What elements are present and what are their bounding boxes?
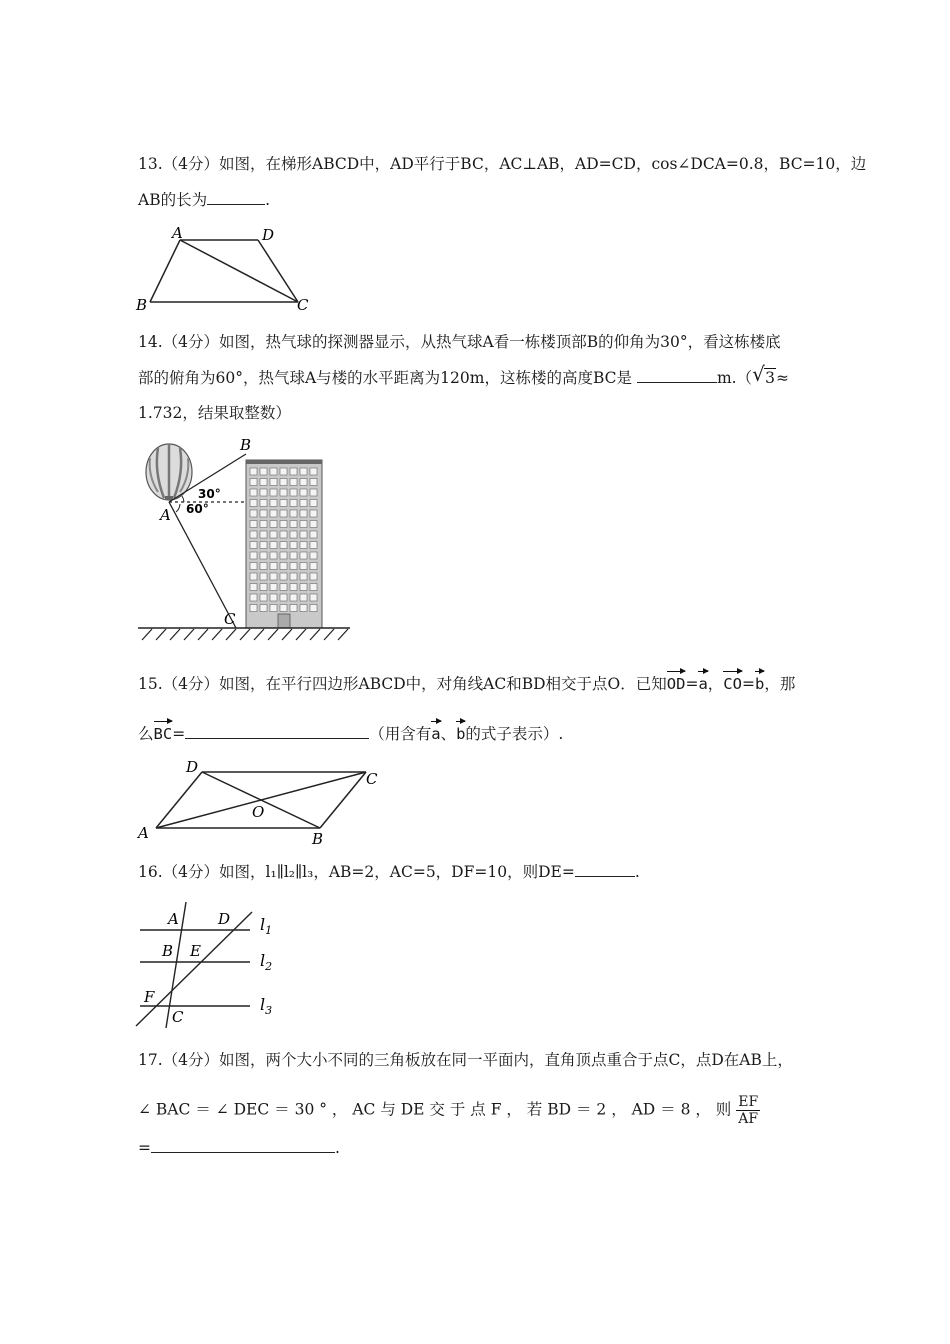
q14-balloon-building-figure: [136, 436, 356, 646]
q16-label-D: D: [218, 910, 231, 928]
q14-label-B: B: [240, 436, 252, 454]
q13-label-B: B: [136, 296, 148, 314]
q17-answer-blank[interactable]: [151, 1138, 335, 1153]
q15-parallelogram-figure: [130, 756, 390, 852]
q16-label-C: C: [172, 1008, 184, 1026]
q16-label-A: A: [168, 910, 179, 928]
q15-line2: 么BC= （用含有a、b的式子表示）.: [138, 725, 564, 743]
q13-label-A: A: [172, 224, 183, 242]
q17-line2: ∠ BAC ＝ ∠ DEC ＝ 30 ° ， AC 与 DE 交 于 点 F ， 若 BD ＝ 2 ， AD ＝ 8 ， 则 $\frac{EF}{AF}$: [138, 1094, 759, 1127]
sqrt-symbol: √ 3: [752, 362, 775, 387]
q15-label-A: A: [138, 824, 149, 842]
q16-label-l1: $l_1$: [260, 915, 273, 937]
q15-line1: 15.（4分）如图，在平行四边形ABCD中，对角线AC和BD相交于点O．已知OD=a，CO=b，那: [138, 675, 796, 693]
q17-line3: = .: [138, 1139, 340, 1157]
q14-label-A: A: [160, 506, 171, 524]
q16-label-E: E: [190, 942, 201, 960]
q16-label-F: F: [144, 988, 155, 1006]
q17-line1: 17.（4分）如图，两个大小不同的三角板放在同一平面内，直角顶点重合于点C，点D在AB上，: [138, 1051, 793, 1069]
q16-label-l2: $l_2$: [260, 951, 273, 973]
q13-line2: AB的长为 .: [138, 191, 271, 209]
q14-label-C: C: [224, 610, 236, 628]
q14-line3: 1.732，结果取整数）: [138, 404, 291, 422]
q15-label-D: D: [186, 758, 199, 776]
q16-parallel-lines-figure: [132, 896, 292, 1034]
q15-label-B: B: [312, 830, 324, 848]
q15-label-C: C: [366, 770, 378, 788]
q14-line2: 部的俯角为60°，热气球A与楼的水平距离为120m，这栋楼的高度BC是 m.（ √ 3≈: [138, 362, 789, 387]
q13-trapezoid-figure: [130, 222, 320, 314]
building-icon: [246, 460, 322, 628]
q13-label-C: C: [297, 296, 309, 314]
q15-label-O: O: [252, 803, 265, 821]
q14-answer-blank[interactable]: [637, 368, 717, 383]
q14-angle-30: 30°: [198, 487, 221, 501]
q13-label-D: D: [262, 226, 275, 244]
q13-answer-blank[interactable]: [207, 190, 265, 205]
q13-line1: 13.（4分）如图，在梯形ABCD中，AD平行于BC，AC⊥AB，AD=CD，cos∠DCA=0.8，BC=10，边: [138, 155, 867, 173]
q15-answer-blank[interactable]: [185, 724, 369, 739]
fraction-ef-af: $\frac{EF}{AF}$: [738, 1094, 759, 1127]
q16-label-l3: $l_3$: [260, 995, 273, 1017]
q16-answer-blank[interactable]: [575, 862, 635, 877]
q16-label-B: B: [162, 942, 174, 960]
q14-angle-60: 60°: [186, 502, 209, 516]
q14-line1: 14.（4分）如图，热气球的探测器显示，从热气球A看一栋楼顶部B的仰角为30°，看这栋楼底: [138, 333, 781, 351]
q16-line1: 16.（4分）如图，l₁∥l₂∥l₃，AB=2，AC=5，DF=10，则DE= .: [138, 863, 640, 881]
